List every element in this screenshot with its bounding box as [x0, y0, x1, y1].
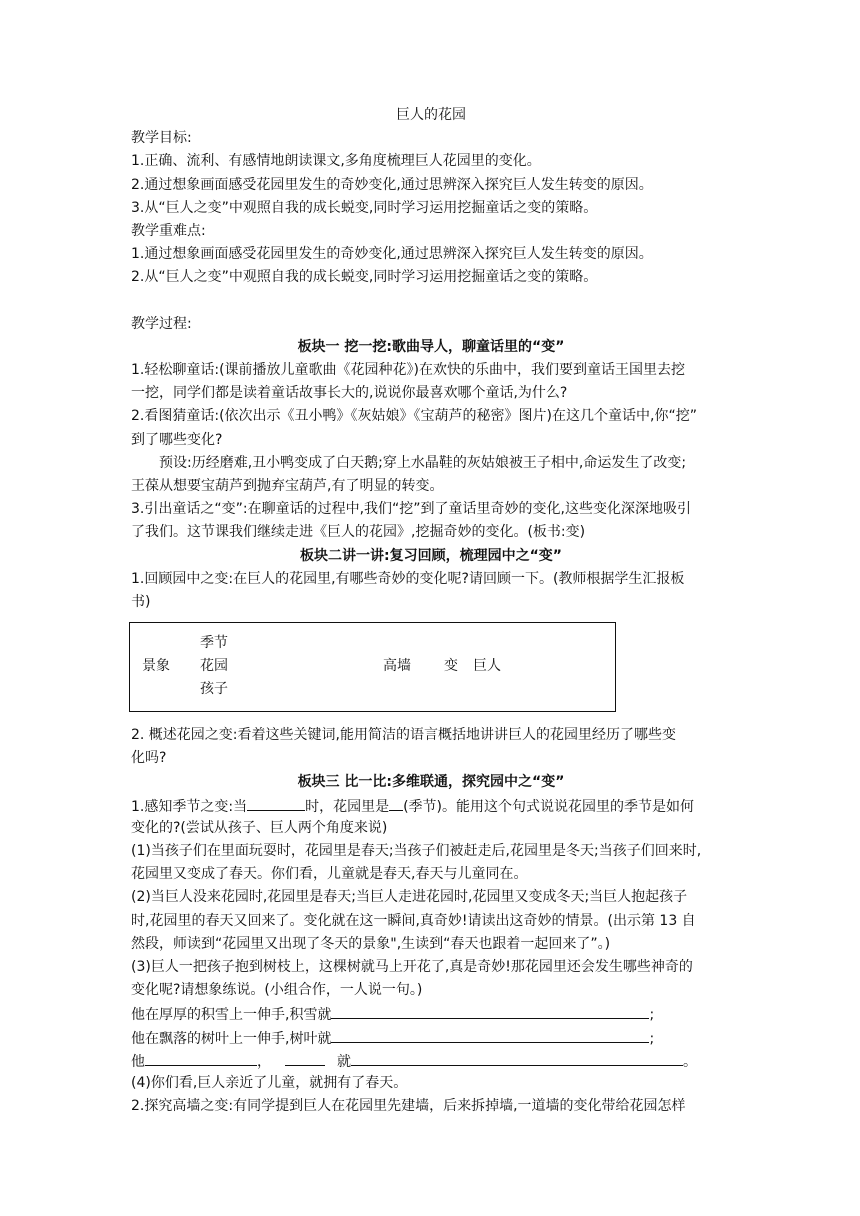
goal-item: 1.正确、流利、有感情地朗读课文,多角度梳理巨人花园里的变化。 [131, 153, 541, 170]
section1-line: 1.轻松聊童话:(课前播放儿童歌曲《花园种花》)在欢快的乐曲中，我们要到童话王国里去挖 [131, 362, 685, 379]
doc-title: 巨人的花园 [396, 107, 466, 123]
board-item-change: 变 [444, 658, 458, 675]
section3-line: 变化呢?请想象练说。(小组合作，一人说一句。) [131, 982, 423, 999]
section2-line: 1.回顾园中之变:在巨人的花园里,有哪些奇妙的变化呢?请回顾一下。(教师根据学生汇报板 [131, 570, 685, 587]
fill-text: 他 [131, 1053, 145, 1070]
q1-text-c: (季节)。能用这个句式说说花园里的季节是如何 [403, 798, 695, 815]
q1-text-b: 时，花园里是 [305, 798, 390, 815]
section2-line: 书) [131, 593, 151, 610]
fill-blank [145, 1049, 257, 1066]
board-item-garden: 花园 [200, 658, 228, 675]
section3-line: 花园里又变成了春天。你们看，儿童就是春天,春天与儿童同在。 [131, 866, 528, 883]
punct: ; [649, 1007, 655, 1024]
section3-line: (4)你们看,巨人亲近了儿童，就拥有了春天。 [131, 1074, 408, 1091]
section2-heading: 板块二讲一讲:复习回顾，梳理园中之“变” [300, 547, 562, 564]
section1-line: 王葆从想要宝葫芦到抛弃宝葫芦,有了明显的转变。 [131, 478, 444, 494]
section2-line: 2. 概述花园之变:看着这些关键词,能用简洁的语言概括地讲讲巨人的花园里经历了哪些变 [131, 727, 676, 744]
section1-line: 3.引出童话之“变”:在聊童话的过程中,我们“挖”到了童话里奇妙的变化,这些变化深深地吸引 [131, 501, 691, 518]
section3-line: 然段，师读到“花园里又出现了冬天的景象",生读到“春天也跟着一起回来了”。) [131, 935, 611, 952]
process-heading: 教学过程: [131, 315, 192, 332]
fill-text: 他在飘落的树叶上一伸手,树叶就 [131, 1030, 332, 1047]
fill-text: 就 [337, 1053, 351, 1070]
key-item: 1.通过想象画面感受花园里发生的奇妙变化,通过思辨深入探究巨人发生转变的原因。 [131, 246, 653, 263]
section1-line: 到了哪些变化? [131, 431, 223, 448]
section3-q1 [131, 794, 731, 817]
punct: 。 [683, 1053, 697, 1070]
section1-line: 2.看图猜童话:(依次出示《丑小鸭》《灰姑娘》《宝葫芦的秘密》图片)在这几个童话中,你“挖” [131, 408, 697, 425]
section3-line: (3)巨人一把孩子抱到树枝上，这棵树就马上开花了,真是奇妙!那花园里还会发生哪些神奇的 [131, 959, 693, 975]
section3-line: (2)当巨人没来花园时,花园里是春天;当巨人走进花园时,花园里又变成冬天;当巨人抱起孩子 [131, 889, 688, 906]
section1-heading: 板块一 挖一挖:歌曲导人，聊童话里的“变” [297, 338, 565, 355]
section2-line: 化吗? [131, 750, 167, 767]
board-item-wall: 高墙 [383, 658, 411, 675]
fill-blank [247, 794, 305, 811]
board-item-giant: 巨人 [473, 658, 501, 675]
section3-line: 2.探究高墙之变:有同学提到巨人在花园里先建墙，后来拆掉墙,一道墙的变化带给花园怎样 [131, 1098, 686, 1115]
q1-text-a: 1.感知季节之变:当 [131, 798, 248, 815]
goal-item: 2.通过想象画面感受花园里发生的奇妙变化,通过思辨深入探究巨人发生转变的原因。 [131, 176, 653, 193]
punct: ; [649, 1030, 655, 1047]
fill-blank [331, 1002, 649, 1019]
section3-line: (1)当孩子们在里面玩耍时，花园里是春天;当孩子们被赶走后,花园里是冬天;当孩子们回来时, [131, 843, 702, 860]
document-page [131, 104, 731, 1118]
key-heading: 教学重难点: [131, 222, 206, 239]
key-item: 2.从“巨人之变”中观照自我的成长蜕变,同时学习运用挖掘童话之变的策略。 [131, 269, 598, 286]
board-item-children: 孩子 [200, 681, 228, 698]
fill-blank [389, 794, 403, 811]
fill-line-free [131, 1049, 731, 1072]
fill-text: 他在厚厚的积雪上一伸手,积雪就 [131, 1007, 332, 1024]
punct: ， [257, 1053, 271, 1070]
section1-line: 了我们。这节课我们继续走进《巨人的花园》,挖掘奇妙的变化。(板书:变) [131, 524, 586, 541]
board-item-season: 季节 [200, 635, 228, 652]
section3-line: 时,花园里的春天又回来了。变化就在这一瞬间,真奇妙!请读出这奇妙的情景。(出示第 13 自 [131, 912, 696, 929]
goal-item: 3.从“巨人之变”中观照自我的成长蜕变,同时学习运用挖掘童话之变的策略。 [131, 199, 598, 216]
section1-line: 一挖，同学们都是读着童话故事长大的,说说你最喜欢哪个童话,为什么? [131, 385, 568, 402]
section3-line: 变化的?(尝试从孩子、巨人两个角度来说) [131, 819, 388, 836]
board-label-scene: 景象 [142, 658, 170, 675]
section1-line: 预设:历经磨难,丑小鸭变成了白天鹅;穿上水晶鞋的灰姑娘被王子相中,命运发生了改变; [159, 454, 687, 471]
fill-blank [331, 1026, 649, 1043]
fill-line-leaves [131, 1026, 731, 1049]
fill-line-snow [131, 1002, 731, 1025]
fill-blank [351, 1049, 683, 1066]
blackboard-box [129, 622, 616, 712]
goals-heading: 教学目标: [131, 130, 192, 147]
section3-heading: 板块三 比一比:多维联通，探究园中之“变” [297, 773, 565, 790]
fill-blank [285, 1049, 325, 1066]
